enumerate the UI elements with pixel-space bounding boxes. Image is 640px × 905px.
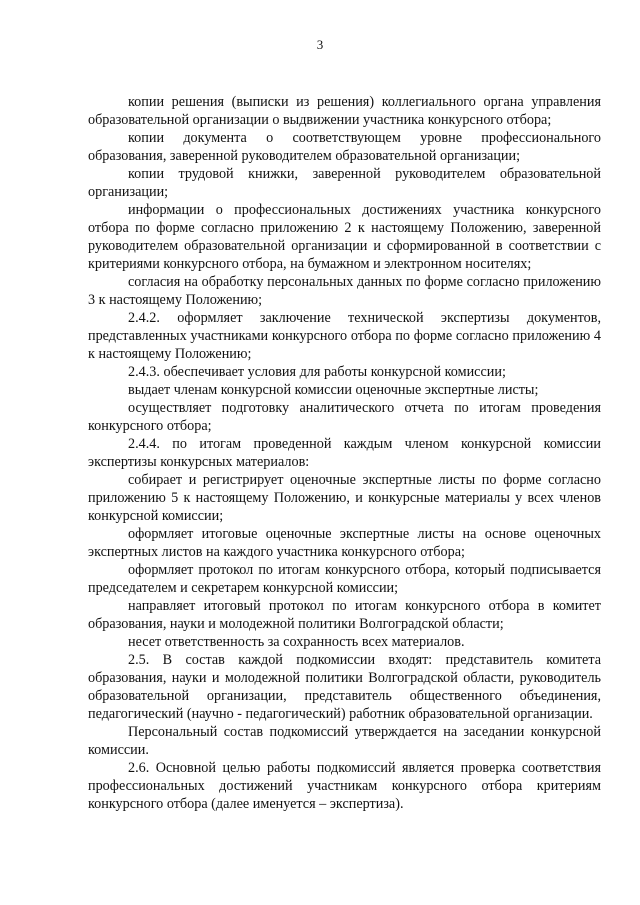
paragraph-5: согласия на обработку персональных данных по форме согласно приложению 3 к настоящему Положению;: [88, 274, 601, 308]
paragraph-11: собирает и регистрирует оценочные экспертные листы по форме согласно приложению 5 к настоящему Положению, и конкурсные материалы у всех членов конкурсной комиссии;: [88, 472, 601, 524]
document-body: [88, 93, 601, 813]
paragraph-18: 2.6. Основной целью работы подкомиссий является проверка соответствия профессиональных достижений участникам конкурсного отбора критериям конкурсного отбора (далее именуется – экспертиза).: [88, 760, 601, 812]
paragraph-9: осуществляет подготовку аналитического отчета по итогам проведения конкурсного отбора;: [88, 400, 601, 434]
paragraph-8: выдает членам конкурсной комиссии оценочные экспертные листы;: [128, 382, 539, 398]
page-number: 3: [316, 37, 324, 52]
paragraph-17: Персональный состав подкомиссий утверждается на заседании конкурсной комиссии.: [88, 724, 601, 758]
paragraph-4: информации о профессиональных достижениях участника конкурсного отбора по форме согласно приложению 2 к настоящему Положению, заверенной руководителем образовательной организации и сформированной в соответствии с критериями конкурсного отбора, на бумажном и электронном носителях;: [88, 202, 601, 272]
paragraph-1: копии решения (выписки из решения) коллегиального органа управления образовательной организации о выдвижении участника конкурсного отбора;: [88, 94, 601, 128]
paragraph-15: несет ответственность за сохранность всех материалов.: [128, 634, 465, 650]
paragraph-7: 2.4.3. обеспечивает условия для работы конкурсной комиссии;: [128, 364, 506, 380]
paragraph-10: 2.4.4. по итогам проведенной каждым членом конкурсной комиссии экспертизы конкурсных материалов:: [88, 436, 601, 470]
paragraph-16: 2.5. В состав каждой подкомиссии входят: представитель комитета образования, науки и молодежной политики Волгоградской области, руководитель образовательной организации, представитель общественного объединения, педагогический (научно - педагогический) работник образовательной организации.: [88, 652, 601, 722]
paragraph-6: 2.4.2. оформляет заключение технической экспертизы документов, представленных участниками конкурсного отбора по форме согласно приложению 4 к настоящему Положению;: [88, 310, 601, 362]
paragraph-12: оформляет итоговые оценочные экспертные листы на основе оценочных экспертных листов на каждого участника конкурсного отбора;: [88, 526, 601, 560]
paragraph-14: направляет итоговый протокол по итогам конкурсного отбора в комитет образования, науки и молодежной политики Волгоградской области;: [88, 598, 601, 632]
paragraph-13: оформляет протокол по итогам конкурсного отбора, который подписывается председателем и секретарем конкурсной комиссии;: [88, 562, 601, 596]
paragraph-2: копии документа о соответствующем уровне профессионального образования, заверенной руководителем образовательной организации;: [88, 130, 601, 164]
paragraph-3: копии трудовой книжки, заверенной руководителем образовательной организации;: [88, 166, 601, 200]
